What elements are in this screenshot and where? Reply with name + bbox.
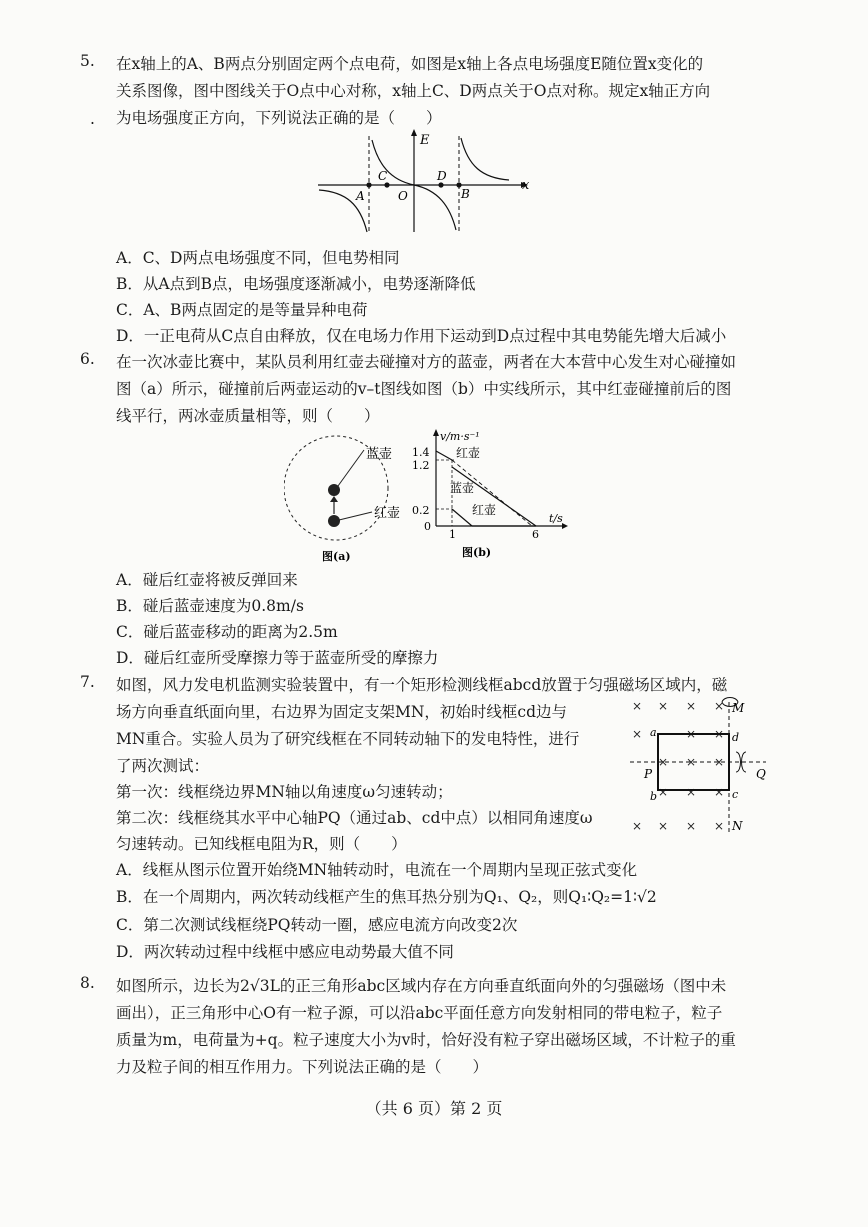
svg-text:×: × (632, 699, 643, 713)
tick-y-1-4: 1.4 (412, 446, 430, 459)
q7-line-4: 了两次测试： (116, 757, 210, 775)
label-a: a (650, 726, 657, 739)
label-b: B (461, 187, 470, 201)
q7-option-b: B．在一个周期内，两次转动线框产生的焦耳热分别为Q₁、Q₂，则Q₁∶Q₂=1∶√2 (116, 888, 657, 906)
q6-option-d: D．碰后红壶所受摩擦力等于蓝壶所受的摩擦力 (116, 649, 439, 667)
curve-right-of-b (461, 138, 509, 180)
svg-text:×: × (632, 819, 643, 833)
q8-number: 8. (80, 974, 95, 992)
q7-line-7: 匀速转动。已知线框电阻为R，则（ ） (116, 835, 407, 853)
label-red-stone: 红壶 (374, 506, 401, 521)
label-p: P (644, 767, 653, 781)
q5-option-b: B．从A点到B点，电场强度逐渐减小，电势逐渐降低 (116, 275, 476, 293)
q5-line-1: 在x轴上的A、B两点分别固定两个点电荷，如图是x轴上各点电场强度E随位置x变化的 (116, 55, 704, 73)
svg-text:×: × (714, 785, 725, 799)
red-before-line (436, 451, 452, 460)
q5-line-2: 关系图像，图中图线关于O点中心对称，x轴上C、D两点关于O点对称。规定x轴正方向 (116, 82, 711, 100)
label-blue-stone: 蓝壶 (366, 447, 393, 462)
q5-option-d: D．一正电荷从C点自由释放，仅在电场力作用下运动到D点过程中其电势能先增大后减小 (116, 327, 727, 345)
q7-line-1: 如图，风力发电机监测实验装置中，有一个矩形检测线框abcd放置于匀强磁场区域内，磁 (116, 676, 728, 694)
q7-number: 7. (80, 673, 95, 691)
label-blue: 蓝壶 (450, 481, 475, 495)
tick-x-6: 6 (532, 528, 539, 541)
q7-option-c: C．第二次测试线框绕PQ转动一圈，感应电流方向改变2次 (116, 916, 518, 934)
q6-line-1: 在一次冰壶比赛中，某队员利用红壶去碰撞对方的蓝壶，两者在大本营中心发生对心碰撞如 (116, 353, 737, 371)
svg-text:×: × (686, 819, 697, 833)
svg-text:×: × (714, 727, 725, 741)
q6-figure-b-vt-graph (412, 426, 582, 564)
label-c: c (732, 788, 739, 801)
label-d: D (437, 169, 447, 183)
label-q: Q (756, 767, 766, 781)
svg-text:×: × (714, 699, 725, 713)
tick-x-1: 1 (449, 528, 456, 541)
q8-line-3: 质量为m，电荷量为+q。粒子速度大小为v时，恰好没有粒子穿出磁场区域，不计粒子的重 (116, 1031, 736, 1049)
q5-option-c: C．A、B两点固定的是等量异种电荷 (116, 301, 368, 319)
q5-number: 5. (80, 52, 95, 70)
q6-option-b: B．碰后蓝壶速度为0.8m/s (116, 597, 304, 615)
q5-e-x-graph (316, 128, 536, 236)
q6-number: 6. (80, 350, 95, 368)
caption-fig-b: 图(b) (462, 546, 492, 559)
page-footer: （共 6 页）第 2 页 (365, 1099, 503, 1118)
label-b: b (650, 790, 658, 803)
red-stone (328, 515, 340, 527)
label-c: C (378, 169, 388, 183)
label-m: M (732, 701, 745, 715)
q7-line-3: MN重合。实验人员为了研究线框在不同转动轴下的发电特性，进行 (116, 730, 580, 748)
caption-fig-a: 图(a) (322, 550, 351, 563)
label-red-top: 红壶 (456, 446, 481, 460)
svg-text:×: × (658, 819, 669, 833)
label-a: A (356, 189, 365, 203)
q7-option-a: A．线框从图示位置开始绕MN轴转动时，电流在一个周期内呈现正弦式变化 (116, 861, 638, 879)
label-xlabel: t/s (549, 512, 563, 525)
q6-figure-a (284, 428, 414, 564)
tick-x-0: 0 (424, 520, 431, 533)
svg-text:×: × (658, 755, 669, 769)
svg-text:×: × (658, 699, 669, 713)
q5-option-a: A．C、D两点电场强度不同，但电势相同 (116, 249, 400, 267)
q6-option-c: C．碰后蓝壶移动的距离为2.5m (116, 623, 338, 641)
magnetic-field-crosses (632, 699, 724, 833)
q6-line-2: 图（a）所示，碰撞前后两壶运动的v–t图线如图（b）中实线所示，其中红壶碰撞前后的图 (116, 380, 732, 398)
q7-line-5: 第一次：线框绕边界MN轴以角速度ω匀速转动； (116, 783, 453, 801)
label-n: N (732, 819, 743, 833)
svg-text:×: × (686, 755, 697, 769)
q6-option-a: A．碰后红壶将被反弹回来 (116, 571, 298, 589)
svg-text:×: × (632, 727, 643, 741)
q6-line-3: 线平行，两冰壶质量相等，则（ ） (116, 407, 380, 425)
label-x: x (522, 178, 530, 193)
q7-option-d: D．两次转动过程中线框中感应电动势最大值不同 (116, 943, 454, 961)
label-red-bottom: 红壶 (472, 503, 497, 517)
tick-y-1-2: 1.2 (412, 459, 430, 472)
svg-text:×: × (714, 819, 725, 833)
label-o: O (398, 189, 408, 203)
svg-text:×: × (714, 755, 725, 769)
label-e: E (420, 133, 430, 148)
tick-y-0-2: 0.2 (412, 504, 430, 517)
label-d: d (732, 731, 740, 744)
q7-coil-figure (628, 696, 778, 836)
svg-text:×: × (658, 785, 669, 799)
svg-text:×: × (686, 699, 697, 713)
q8-line-2: 画出），正三角形中心O有一粒子源，可以沿abc平面任意方向发射相同的带电粒子，粒子 (116, 1004, 723, 1022)
label-ylabel: v/m·s⁻¹ (440, 430, 480, 443)
red-after-line (452, 509, 472, 526)
q5-line-3: 为电场强度正方向，下列说法正确的是（ ） (116, 109, 442, 127)
q8-line-4: 力及粒子间的相互作用力。下列说法正确的是（ ） (116, 1058, 489, 1076)
q8-line-1: 如图所示，边长为2√3L的正三角形abc区域内存在方向垂直纸面向外的匀强磁场（图中未 (116, 977, 727, 995)
q7-line-2: 场方向垂直纸面向里，右边界为固定支架MN，初始时线框cd边与 (116, 703, 568, 721)
blue-after-line (452, 467, 536, 526)
q7-line-6: 第二次：线框绕其水平中心轴PQ（通过ab、cd中点）以相同角速度ω (116, 809, 593, 827)
svg-text:×: × (686, 727, 697, 741)
svg-text:×: × (686, 785, 697, 799)
